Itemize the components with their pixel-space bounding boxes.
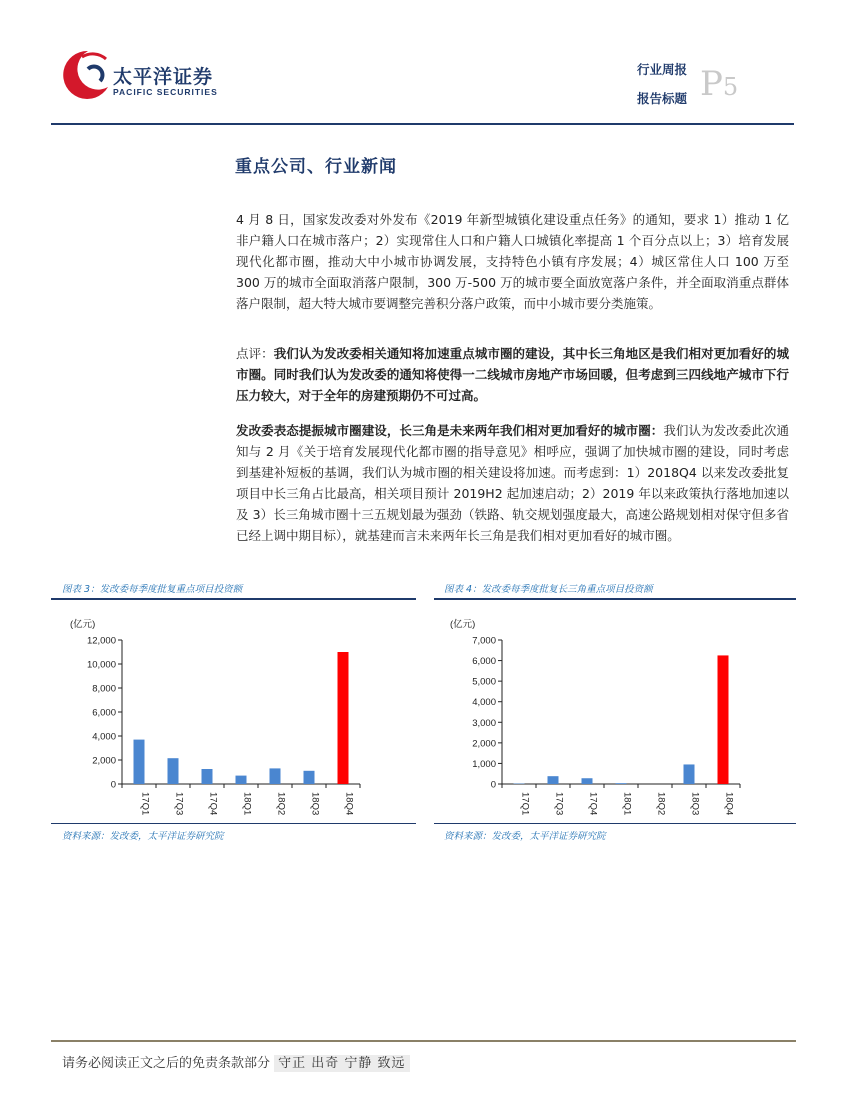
bar bbox=[202, 769, 213, 784]
footer bbox=[62, 1052, 410, 1071]
x-tick-label: 18Q4 bbox=[343, 792, 355, 816]
figure-4-top-rule bbox=[434, 598, 796, 600]
bar bbox=[168, 758, 179, 784]
analysis-paragraph bbox=[236, 420, 789, 546]
x-tick-label: 17Q3 bbox=[553, 792, 565, 816]
x-tick-label: 18Q1 bbox=[621, 792, 633, 816]
figure-4-source: 资料来源：发改委，太平洋证券研究院 bbox=[444, 831, 606, 842]
bar bbox=[236, 776, 247, 784]
figure-4-chart bbox=[440, 612, 780, 822]
bar bbox=[338, 652, 349, 784]
logo-text-cn: 太平洋证券 bbox=[113, 66, 214, 88]
report-type: 行业周报 bbox=[636, 62, 687, 77]
report-title: 报告标题 bbox=[636, 91, 687, 106]
bar bbox=[304, 771, 315, 784]
y-tick-label: 0 bbox=[490, 779, 496, 791]
figure-3-top-rule bbox=[51, 598, 416, 600]
y-tick-label: 4,000 bbox=[92, 731, 116, 743]
footer-disclaimer: 请务必阅读正文之后的免责条款部分 bbox=[62, 1056, 271, 1071]
x-tick-label: 17Q4 bbox=[207, 792, 219, 816]
y-tick-label: 0 bbox=[110, 779, 116, 791]
y-tick-label: 7,000 bbox=[472, 635, 496, 647]
y-tick-label: 12,000 bbox=[86, 635, 116, 647]
section-title: 重点公司、行业新闻 bbox=[235, 157, 397, 177]
x-tick-label: 18Q3 bbox=[309, 792, 321, 816]
bar bbox=[616, 783, 627, 784]
page-prefix: P bbox=[700, 64, 723, 104]
figure-4-title: 图表 4：发改委每季度批复长三角重点项目投资额 bbox=[444, 584, 653, 595]
header-divider bbox=[51, 123, 794, 125]
x-tick-label: 17Q3 bbox=[173, 792, 185, 816]
y-tick-label: 6,000 bbox=[92, 707, 116, 719]
x-tick-label: 17Q4 bbox=[587, 792, 599, 816]
footer-motto: 守正 出奇 宁静 致远 bbox=[274, 1055, 409, 1072]
page-digit: 5 bbox=[722, 73, 739, 101]
y-tick-label: 2,000 bbox=[92, 755, 116, 767]
footer-divider bbox=[51, 1040, 796, 1042]
figure-3-bottom-rule bbox=[51, 823, 416, 824]
x-tick-label: 18Q2 bbox=[655, 792, 667, 816]
x-tick-label: 18Q4 bbox=[723, 792, 735, 816]
x-tick-label: 17Q1 bbox=[519, 792, 531, 816]
figure-3-chart bbox=[60, 612, 400, 822]
y-axis-label: (亿元) bbox=[70, 619, 96, 630]
logo-text-en: PACIFIC SECURITIES bbox=[113, 87, 218, 97]
x-tick-label: 18Q3 bbox=[689, 792, 701, 816]
comment-prefix: 点评： bbox=[236, 346, 274, 361]
y-tick-label: 1,000 bbox=[472, 758, 496, 770]
bar bbox=[684, 764, 695, 784]
y-tick-label: 6,000 bbox=[472, 656, 496, 668]
page-number bbox=[700, 64, 738, 104]
bar bbox=[582, 778, 593, 784]
comment-paragraph bbox=[236, 343, 789, 406]
y-tick-label: 5,000 bbox=[472, 676, 496, 688]
y-tick-label: 10,000 bbox=[86, 659, 116, 671]
x-tick-label: 18Q1 bbox=[241, 792, 253, 816]
y-tick-label: 8,000 bbox=[92, 683, 116, 695]
y-tick-label: 4,000 bbox=[472, 697, 496, 709]
figure-4-bottom-rule bbox=[434, 823, 796, 824]
analysis-text: 我们认为发改委此次通知与 2 月《关于培育发展现代化都市圈的指导意见》相呼应，强调了加快城市圈的建设，同时考虑到基建补短板的基调，我们认为城市圈的相关建设将加速。而考虑到：1）2018Q4 以来发改委批复项目中长三角占比最高，相关项目预计 2019H2 起加速启动；2）2019 年以来政策执行落地加速以及 3）长三角城市圈十三五规划最为强劲（铁路、轨交规划强度最大，高速公路规划相对保守但多省已经上调中期目标），就基建而言未来两年长三角是我们相对更加看好的城市圈。 bbox=[236, 423, 789, 543]
figure-3-title: 图表 3：发改委每季度批复重点项目投资额 bbox=[62, 584, 243, 595]
y-tick-label: 3,000 bbox=[472, 717, 496, 729]
x-tick-label: 18Q2 bbox=[275, 792, 287, 816]
y-tick-label: 2,000 bbox=[472, 738, 496, 750]
x-tick-label: 17Q1 bbox=[139, 792, 151, 816]
bar bbox=[548, 776, 559, 784]
news-paragraph: 4 月 8 日，国家发改委对外发布《2019 年新型城镇化建设重点任务》的通知，要求 1）推动 1 亿非户籍人口在城市落户；2）实现常住人口和户籍人口城镇化率提高 1 个百分点以上；3）培育发展现代化都市圈，推动大中小城市协调发展，支持特色小镇有序发展；4）城区常住人口 100 万至 300 万的城市全面取消落户限制，300 万-500 万的城市要全面放宽落户条件，并全面取消重点群体落户限制，超大特大城市要调整完善积分落户政策，而中小城市要分类施策。 bbox=[236, 212, 789, 311]
bar bbox=[718, 655, 729, 784]
figure-3-source: 资料来源：发改委，太平洋证券研究院 bbox=[62, 831, 224, 842]
bar bbox=[134, 740, 145, 784]
analysis-lead: 发改委表态提振城市圈建设，长三角是未来两年我们相对更加看好的城市圈： bbox=[236, 423, 664, 438]
y-axis-label: (亿元) bbox=[450, 619, 476, 630]
bar bbox=[270, 768, 281, 784]
comment-text: 我们认为发改委相关通知将加速重点城市圈的建设，其中长三角地区是我们相对更加看好的城市圈。同时我们认为发改委的通知将使得一二线城市房地产市场回暖，但考虑到三四线地产城市下行压力较大，对于全年的房建预期仍不可过高。 bbox=[236, 346, 789, 403]
